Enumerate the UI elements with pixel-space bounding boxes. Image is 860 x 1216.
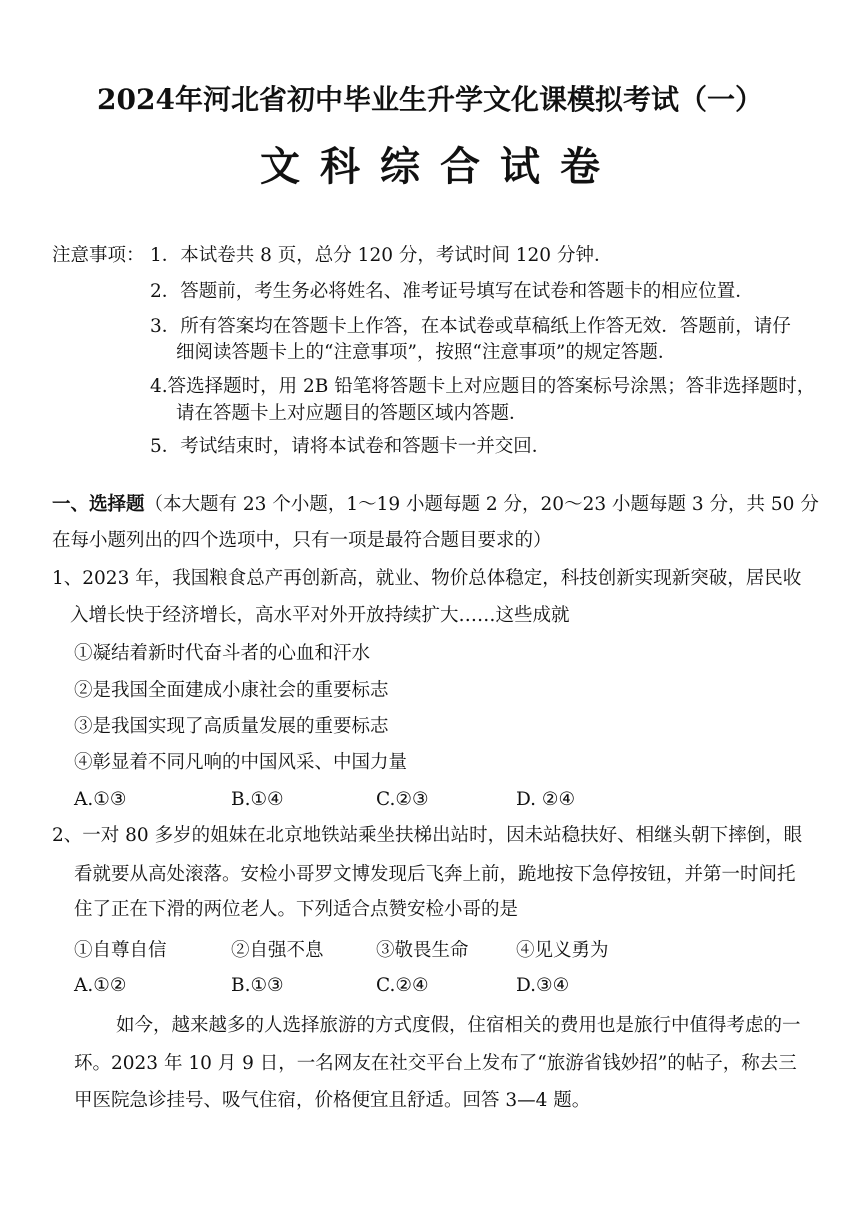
q2-option-b: B.①③ [231, 975, 284, 996]
q2-option-a: A.①② [74, 975, 127, 996]
notice-item-4: 4.答选择题时，用 2B 铅笔将答题卡上对应题目的答案标号涂黑；答非选择题时， [150, 376, 816, 397]
q1-statement-4: ④彰显着不同凡响的中国风采、中国力量 [74, 752, 408, 773]
q1-statement-3: ③是我国实现了高质量发展的重要标志 [74, 716, 389, 737]
notice-item-3: 3．所有答案均在答题卡上作答，在本试卷或草稿纸上作答无效．答题前，请仔 [150, 316, 791, 337]
passage-line-1: 如今，越来越多的人选择旅游的方式度假，住宿相关的费用也是旅行中值得考虑的一 [116, 1015, 801, 1036]
q2-statement-3: ③敬畏生命 [376, 940, 469, 961]
section-desc-2: 在每小题列出的四个选项中，只有一项是最符合题目要求的） [52, 530, 552, 551]
q1-option-c: C.②③ [376, 789, 429, 810]
exam-subtitle: 文科综合试卷 [260, 144, 620, 190]
notice-item-2: 2．答题前，考生务必将姓名、准考证号填写在试卷和答题卡的相应位置． [150, 281, 754, 302]
q1-stem-1: 1、2023 年，我国粮食总产再创新高，就业、物价总体稳定，科技创新实现新突破，居民收 [52, 568, 802, 589]
passage-line-2: 环。2023 年 10 月 9 日，一名网友在社交平台上发布了“旅游省钱妙招”的帖子，称去三 [74, 1053, 797, 1074]
q1-statement-1: ①凝结着新时代奋斗者的心血和汗水 [74, 643, 371, 664]
q1-statement-2: ②是我国全面建成小康社会的重要标志 [74, 680, 389, 701]
notice-item-3-cont: 细阅读答题卡上的“注意事项”，按照“注意事项”的规定答题． [176, 342, 677, 363]
q2-option-d: D.③④ [516, 975, 570, 996]
q1-option-a: A.①③ [74, 789, 127, 810]
q1-options [74, 789, 774, 813]
q1-stem-2: 入增长快于经济增长，高水平对外开放持续扩大……这些成就 [70, 605, 570, 626]
q2-statements [74, 936, 774, 960]
q2-statement-1: ①自尊自信 [74, 940, 167, 961]
passage-line-3: 甲医院急诊挂号、吸气住宿，价格便宜且舒适。回答 3—4 题。 [74, 1090, 591, 1111]
q2-statement-4: ④见义勇为 [516, 940, 609, 961]
notice-item-5: 5．考试结束时，请将本试卷和答题卡一并交回． [150, 436, 551, 457]
q2-stem-2: 看就要从高处滚落。安检小哥罗文博发现后飞奔上前，跪地按下急停按钮，并第一时间托 [74, 864, 796, 885]
notice-item-1: 1．本试卷共 8 页，总分 120 分，考试时间 120 分钟． [150, 245, 613, 266]
q2-stem-3: 住了正在下滑的两位老人。下列适合点赞安检小哥的是 [74, 899, 519, 920]
q2-statement-2: ②自强不息 [231, 940, 324, 961]
section-heading: 一、选择题 [52, 494, 145, 515]
notice-item-4-cont: 请在答题卡上对应题目的答题区域内答题． [176, 403, 528, 424]
q2-option-c: C.②④ [376, 975, 429, 996]
notice-label: 注意事项： [52, 245, 145, 266]
q1-option-b: B.①④ [231, 789, 284, 810]
section-heading-line [52, 494, 819, 516]
q2-stem-1: 2、一对 80 多岁的姐妹在北京地铁站乘坐扶梯出站时，因未站稳扶好、相继头朝下摔倒，眼 [52, 825, 803, 846]
q2-options [74, 975, 774, 999]
exam-title: 2024年河北省初中毕业生升学文化课模拟考试（一） [97, 83, 763, 116]
section-desc-1: （本大题有 23 个小题，1～19 小题每题 2 分，20～23 小题每题 3 分，共 50 分 [144, 494, 819, 515]
q1-option-d: D. ②④ [516, 789, 576, 810]
